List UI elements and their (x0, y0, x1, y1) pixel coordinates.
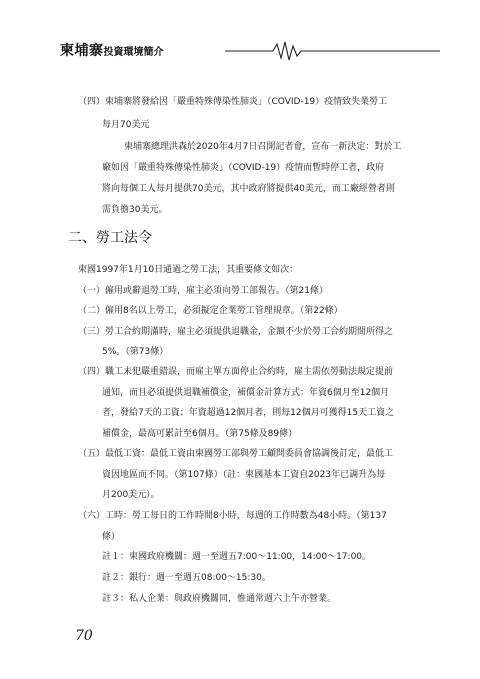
intro-line: 柬國1997年1月10日通過之勞工法，其重要條文如次： (78, 265, 299, 275)
law-item-3-line-1: （三）勞工合約期滿時，雇主必須提供退職金，金額不少於勞工合約期間所得之 (78, 327, 394, 337)
law-item-4-line-3: 者，發給7天的工資；年資超過12個月者，則每12個月可獲得15天工資之 (102, 408, 395, 418)
law-item-1: （一）僱用或辭退勞工時，雇主必須向勞工部報告。（第21條） (78, 286, 328, 296)
header-title (60, 40, 164, 60)
item-4-line-2: 每月70美元 (102, 120, 150, 130)
note-1: 註１：柬國政府機關：週一至週五7:00～11:00，14:00～17:00。 (102, 552, 372, 562)
law-item-6-line-1: （六）工時：勞工每日的工作時間8小時，每週的工作時數為48小時。（第137 (78, 511, 387, 521)
law-item-5-line-1: （五）最低工資：最低工資由柬國勞工部與勞工顧問委員會協調後訂定，最低工 (78, 449, 394, 459)
law-item-4-line-4: 補償金，最高可累計至6個月。（第75條及89條） (102, 429, 298, 439)
note-3: 註３：私人企業：與政府機關同，惟通常週六上午亦營業。 (102, 594, 337, 604)
page-number: 70 (75, 628, 93, 644)
header-title-main: 柬埔寨 (60, 43, 104, 59)
law-item-6-line-2: 條） (102, 532, 121, 542)
para-line-2: 廠如因「嚴重特殊傳染性肺炎」（COVID-19）疫情而暫時停工者，政府 (102, 163, 385, 173)
note-2: 註２：銀行：週一至週五08:00～15:30。 (102, 573, 271, 583)
running-header (60, 40, 440, 62)
para-line-3: 將向每個工人每月提供70美元，其中政府將提供40美元，而工廠經營者則 (102, 184, 395, 194)
law-item-4-line-2: 通知，而且必須提供退職補償金，補償金計算方式：年資6個月至12個月 (102, 388, 390, 398)
item-4-line-1: （四）柬埔寨將發給因「嚴重特殊傳染性肺炎」（COVID-19）疫情致失業勞工 (78, 97, 388, 107)
section-title: 二、勞工法令 (68, 230, 152, 246)
law-item-5-line-2: 資因地區而不同。（第107條）（註：柬國基本工資自2023年已調升為每 (102, 470, 386, 480)
law-item-2: （二）僱用8名以上勞工，必須擬定企業勞工管理規章。（第22條） (78, 306, 343, 316)
law-item-4-line-1: （四）職工未犯嚴重錯誤，而雇主單方面停止合約時，雇主需依勞動法規定提前 (78, 367, 394, 377)
law-item-3-line-2: 5%。（第73條） (102, 347, 169, 357)
para-line-4: 需負擔30美元。 (102, 205, 168, 215)
para-line-1: 柬埔寨總理洪森於2020年4月7日召開記者會，宣布一新決定：對於工 (124, 142, 402, 152)
heartbeat-line-decoration (225, 40, 440, 62)
law-item-5-line-3: 月200美元）。 (102, 490, 160, 500)
header-title-sub: 投資環境簡介 (103, 47, 164, 58)
